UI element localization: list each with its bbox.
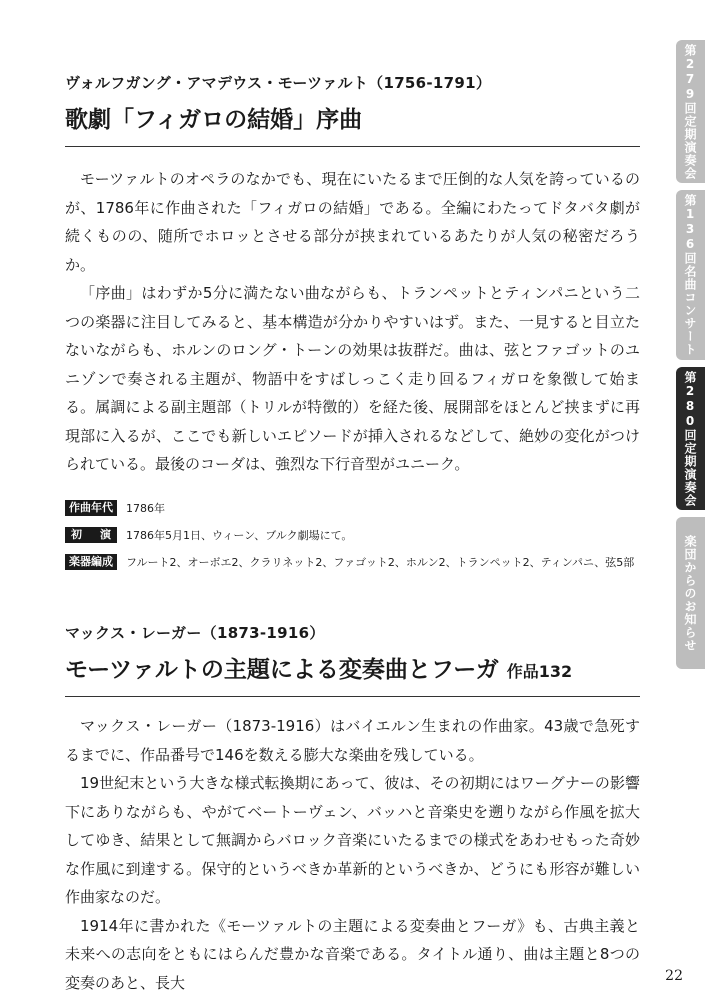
- meta-label: 作曲年代: [65, 500, 117, 516]
- meta-label: 楽器編成: [65, 554, 117, 570]
- composer-name: マックス・レーガー（1873-1916）: [65, 624, 325, 642]
- program-note-mozart: [65, 72, 640, 576]
- piece-title: 歌劇「フィガロの結婚」序曲: [65, 107, 363, 133]
- piece-title-text: モーツァルトの主題による変奏曲とフーガ: [65, 657, 499, 683]
- piece-title: [65, 651, 640, 684]
- title-rule: [65, 146, 640, 147]
- note-body: [65, 712, 640, 997]
- piece-meta: [65, 495, 640, 576]
- note-paragraph: 1914年に書かれた《モーツァルトの主題による変奏曲とフーガ》も、古典主義と未来への志向をともにはらんだ豊かな音楽である。タイトル通り、曲は主題と8つの変奏のあと、長大: [65, 916, 640, 992]
- note-body: [65, 165, 640, 479]
- meta-row-composition-year: [65, 495, 640, 522]
- composer-name: ヴォルフガング・アマデウス・モーツァルト（1756-1791）: [65, 74, 492, 92]
- tab-279th-subscription[interactable]: 第279回定期演奏会: [676, 40, 705, 183]
- program-note-reger: [65, 622, 640, 997]
- tab-136th-masterpiece[interactable]: 第136回名曲コンサート: [676, 190, 705, 360]
- meta-label: 初演: [65, 527, 117, 543]
- tab-orchestra-news[interactable]: 楽団からのお知らせ: [676, 517, 705, 669]
- meta-value: フルート2、オーボエ2、クラリネット2、ファゴット2、ホルン2、トランペット2、ティンパニ、弦5部: [126, 556, 635, 569]
- note-paragraph: 「序曲」はわずか5分に満たない曲ながらも、トランペットとティンパニという二つの楽器に注目してみると、基本構造が分かりやすいはず。また、一見すると目立たないながらも、ホルンのロング・トーンの効果は抜群だ。曲は、弦とファゴットのユニゾンで奏される主題が、物語中をすばしっこく走り回るフィガロを象徴して始まる。属調による副主題部（トリルが特徴的）を経た後、展開部をほとんど挟まずに再現部に入るが、ここでも新しいエピソードが挿入されるなどして、絶妙の変化がつけられている。最後のコーダは、強烈な下行音型がユニーク。: [65, 284, 640, 473]
- meta-row-instrumentation: [65, 549, 640, 576]
- note-paragraph: 19世紀末という大きな様式転換期にあって、彼は、その初期にはワーグナーの影響下にありながらも、やがてベートーヴェン、バッハと音楽史を遡りながら作風を拡大してゆき、結果として無調からバロック音楽にいたるまでの様式をあわせもった奇妙な作風に到達する。保守的というべきか革新的というべきか、どうにも形容が難しい作曲家なのだ。: [65, 774, 640, 906]
- meta-value: 1786年5月1日、ウィーン、ブルク劇場にて。: [126, 529, 353, 542]
- note-paragraph: モーツァルトのオペラのなかでも、現在にいたるまで圧倒的な人気を誇っているのが、1786年に作曲された「フィガロの結婚」である。全編にわたってドタバタ劇が続くものの、随所でホロッとさせる部分が挟まれているあたりが人気の秘密だろうか。: [65, 170, 640, 274]
- meta-value: 1786年: [126, 502, 165, 515]
- tab-280th-subscription[interactable]: 第280回定期演奏会: [676, 367, 705, 510]
- opus-number: 作品132: [506, 662, 573, 681]
- title-rule: [65, 696, 640, 697]
- meta-row-premiere: [65, 522, 640, 549]
- page-number: 22: [665, 968, 683, 984]
- note-paragraph: マックス・レーガー（1873-1916）はバイエルン生まれの作曲家。43歳で急死するまでに、作品番号で146を数える膨大な楽曲を残している。: [65, 717, 640, 764]
